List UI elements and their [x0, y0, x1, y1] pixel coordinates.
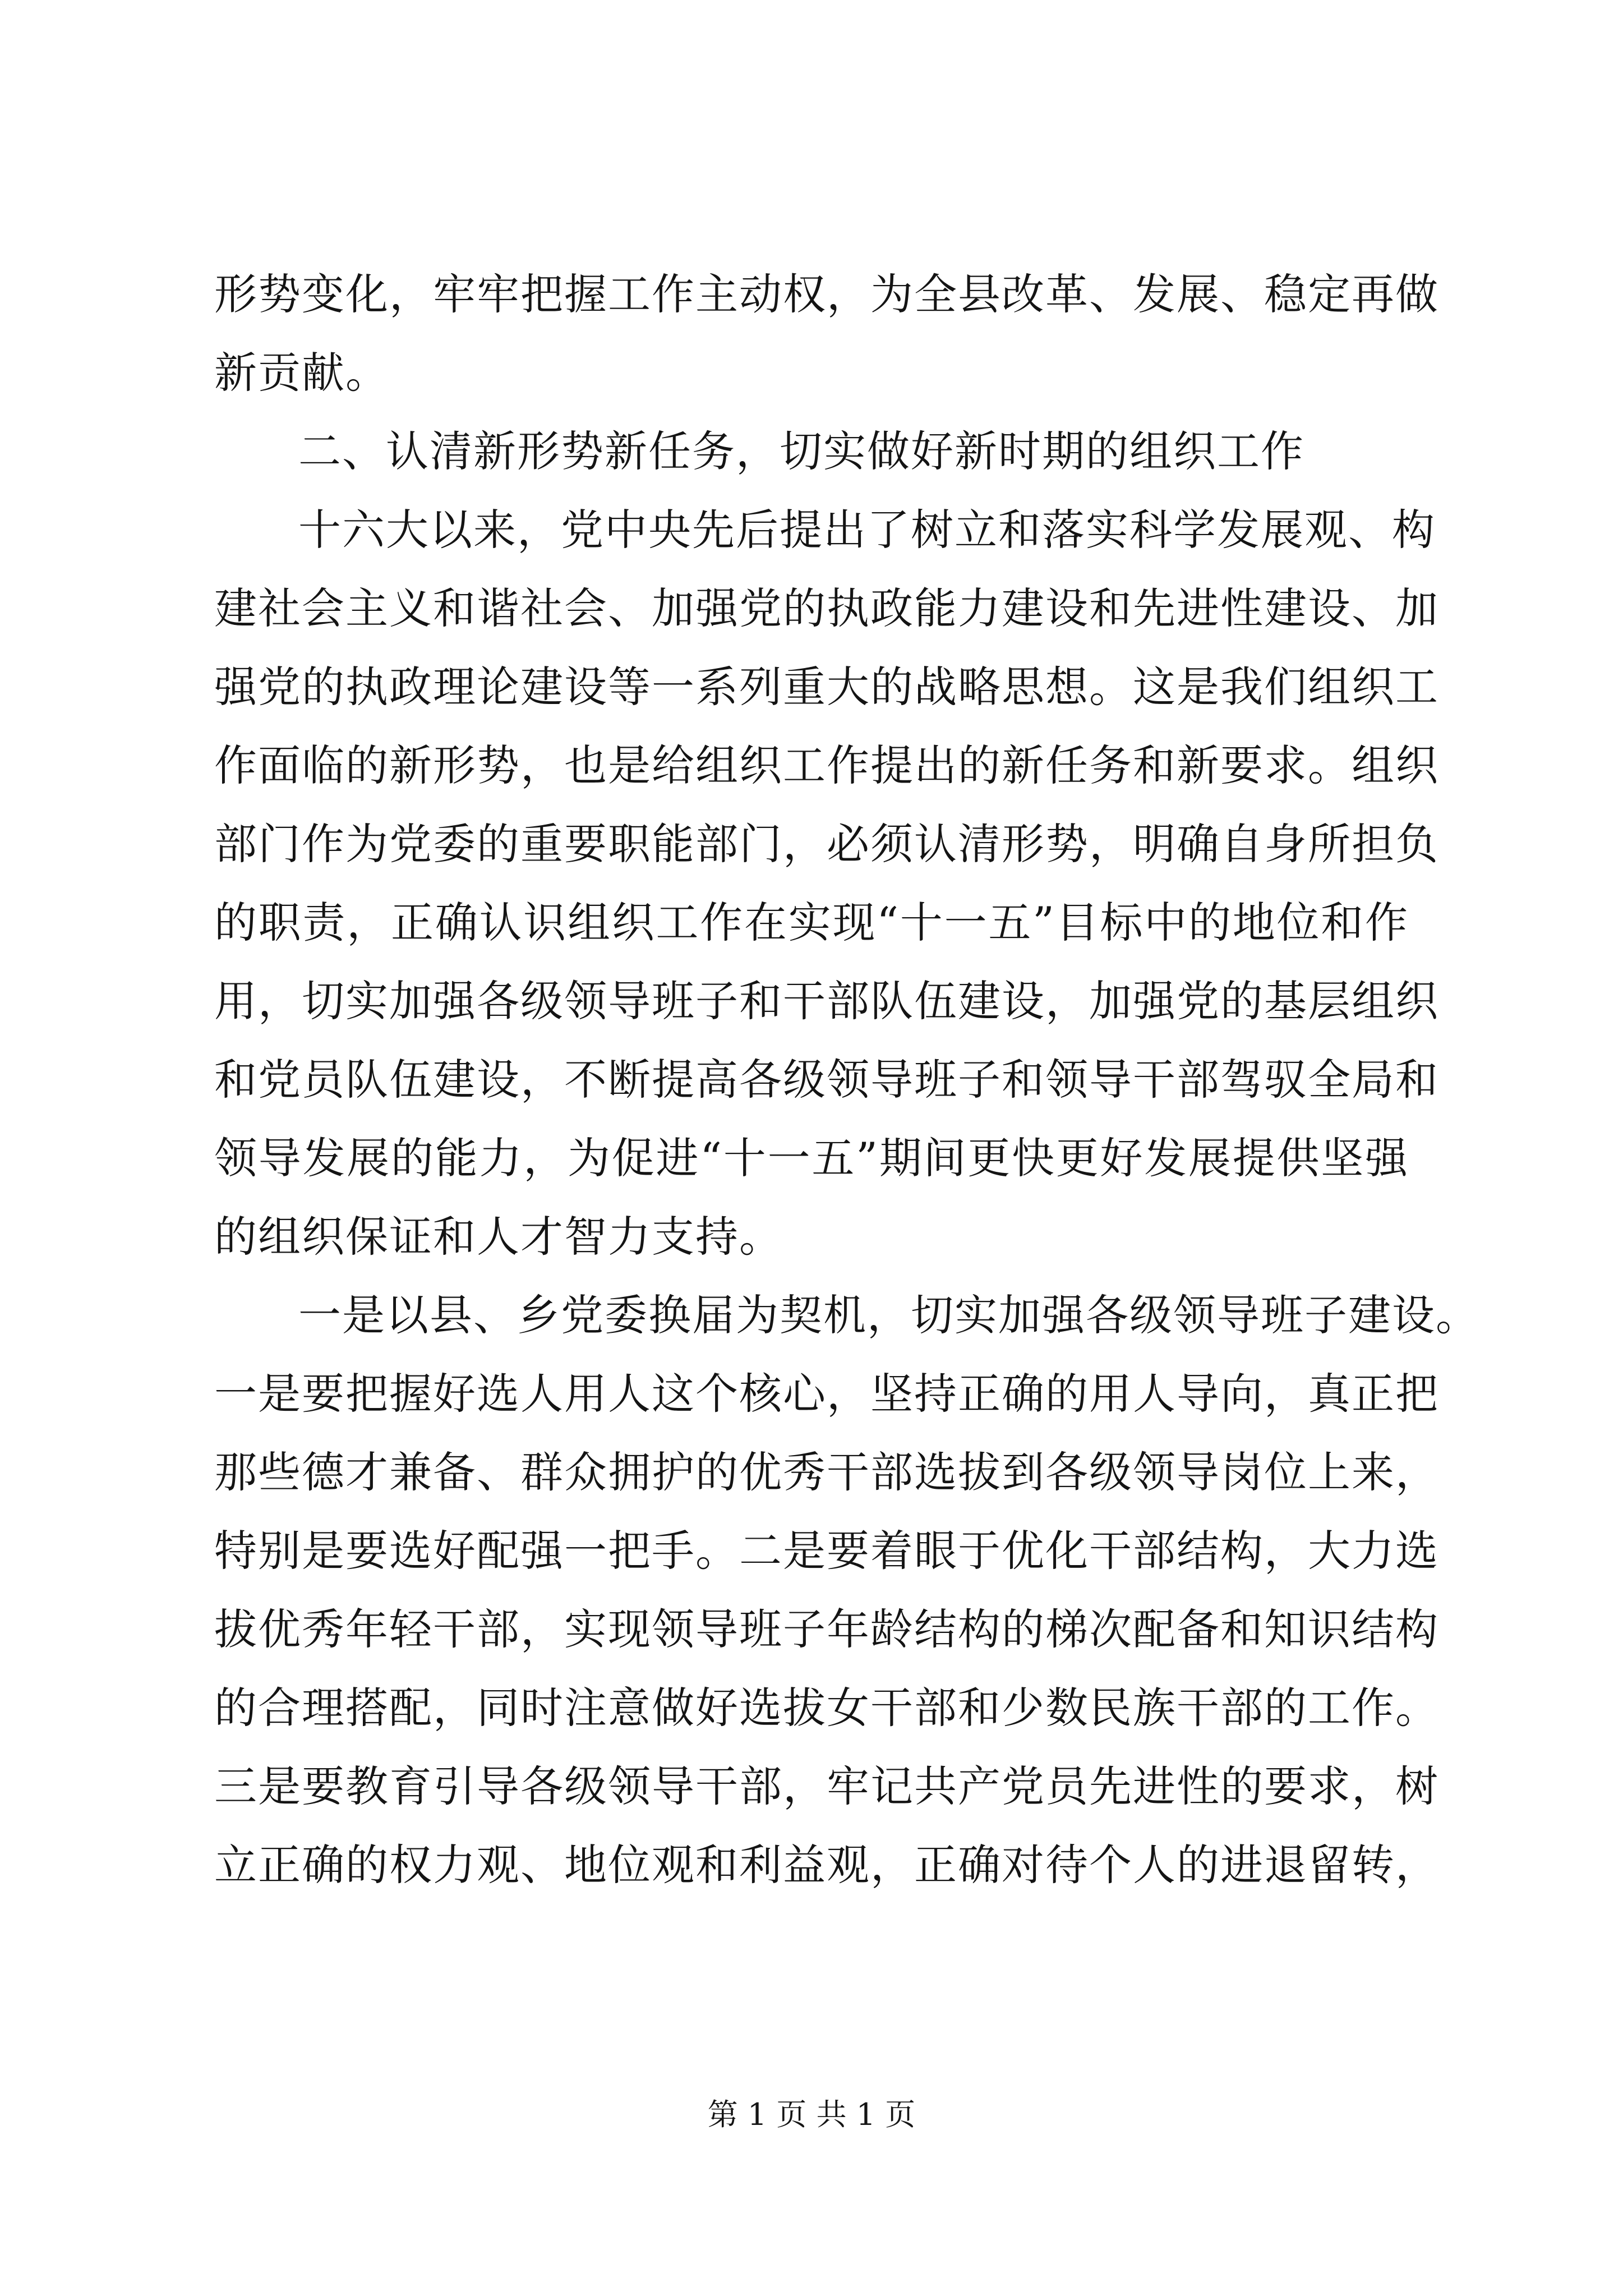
text-line: 领导发展的能力，为促进“十一五”期间更快更好发展提供坚强: [214, 1133, 1409, 1183]
text-line: 一是要把握好选人用人这个核心，坚持正确的用人导向，真正把: [214, 1369, 1439, 1419]
text-line: 部门作为党委的重要职能部门，必须认清形势，明确自身所担负: [214, 819, 1439, 869]
page-footer: 第 1 页 共 1 页: [707, 2097, 916, 2132]
text-line: 的组织保证和人才智力支持。: [214, 1212, 783, 1262]
text-line: 新贡献。: [214, 348, 389, 398]
text-line: 用，切实加强各级领导班子和干部队伍建设，加强党的基层组织: [214, 976, 1439, 1026]
text-line: 的合理搭配，同时注意做好选拔女干部和少数民族干部的工作。: [214, 1683, 1439, 1733]
text-line: 强党的执政理论建设等一系列重大的战略思想。这是我们组织工: [214, 662, 1439, 712]
text-line: 三是要教育引导各级领导干部，牢记共产党员先进性的要求，树: [214, 1761, 1439, 1811]
text-line: 和党员队伍建设，不断提高各级领导班子和领导干部驾驭全局和: [214, 1055, 1439, 1105]
document-body: [214, 255, 1479, 1904]
text-line: 的职责，正确认识组织工作在实现“十一五”目标中的地位和作: [214, 898, 1409, 947]
text-line: 拔优秀年轻干部，实现领导班子年龄结构的梯次配备和知识结构: [214, 1604, 1439, 1654]
text-line: 二、认清新形势新任务，切实做好新时期的组织工作: [298, 426, 1304, 476]
text-line: 立正确的权力观、地位观和利益观，正确对待个人的进退留转，: [214, 1840, 1439, 1890]
text-line: 建社会主义和谐社会、加强党的执政能力建设和先进性建设、加: [214, 583, 1439, 633]
text-line: 特别是要选好配强一把手。二是要着眼于优化干部结构，大力选: [214, 1526, 1439, 1576]
text-line: 那些德才兼备、群众拥护的优秀干部选拔到各级领导岗位上来，: [214, 1447, 1439, 1497]
text-line: 形势变化，牢牢把握工作主动权，为全县改革、发展、稳定再做: [214, 269, 1439, 319]
text-line: 十六大以来，党中央先后提出了树立和落实科学发展观、构: [298, 505, 1436, 555]
text-line: 作面临的新形势，也是给组织工作提出的新任务和新要求。组织: [214, 740, 1439, 790]
text-line: 一是以县、乡党委换届为契机，切实加强各级领导班子建设。: [298, 1290, 1479, 1340]
